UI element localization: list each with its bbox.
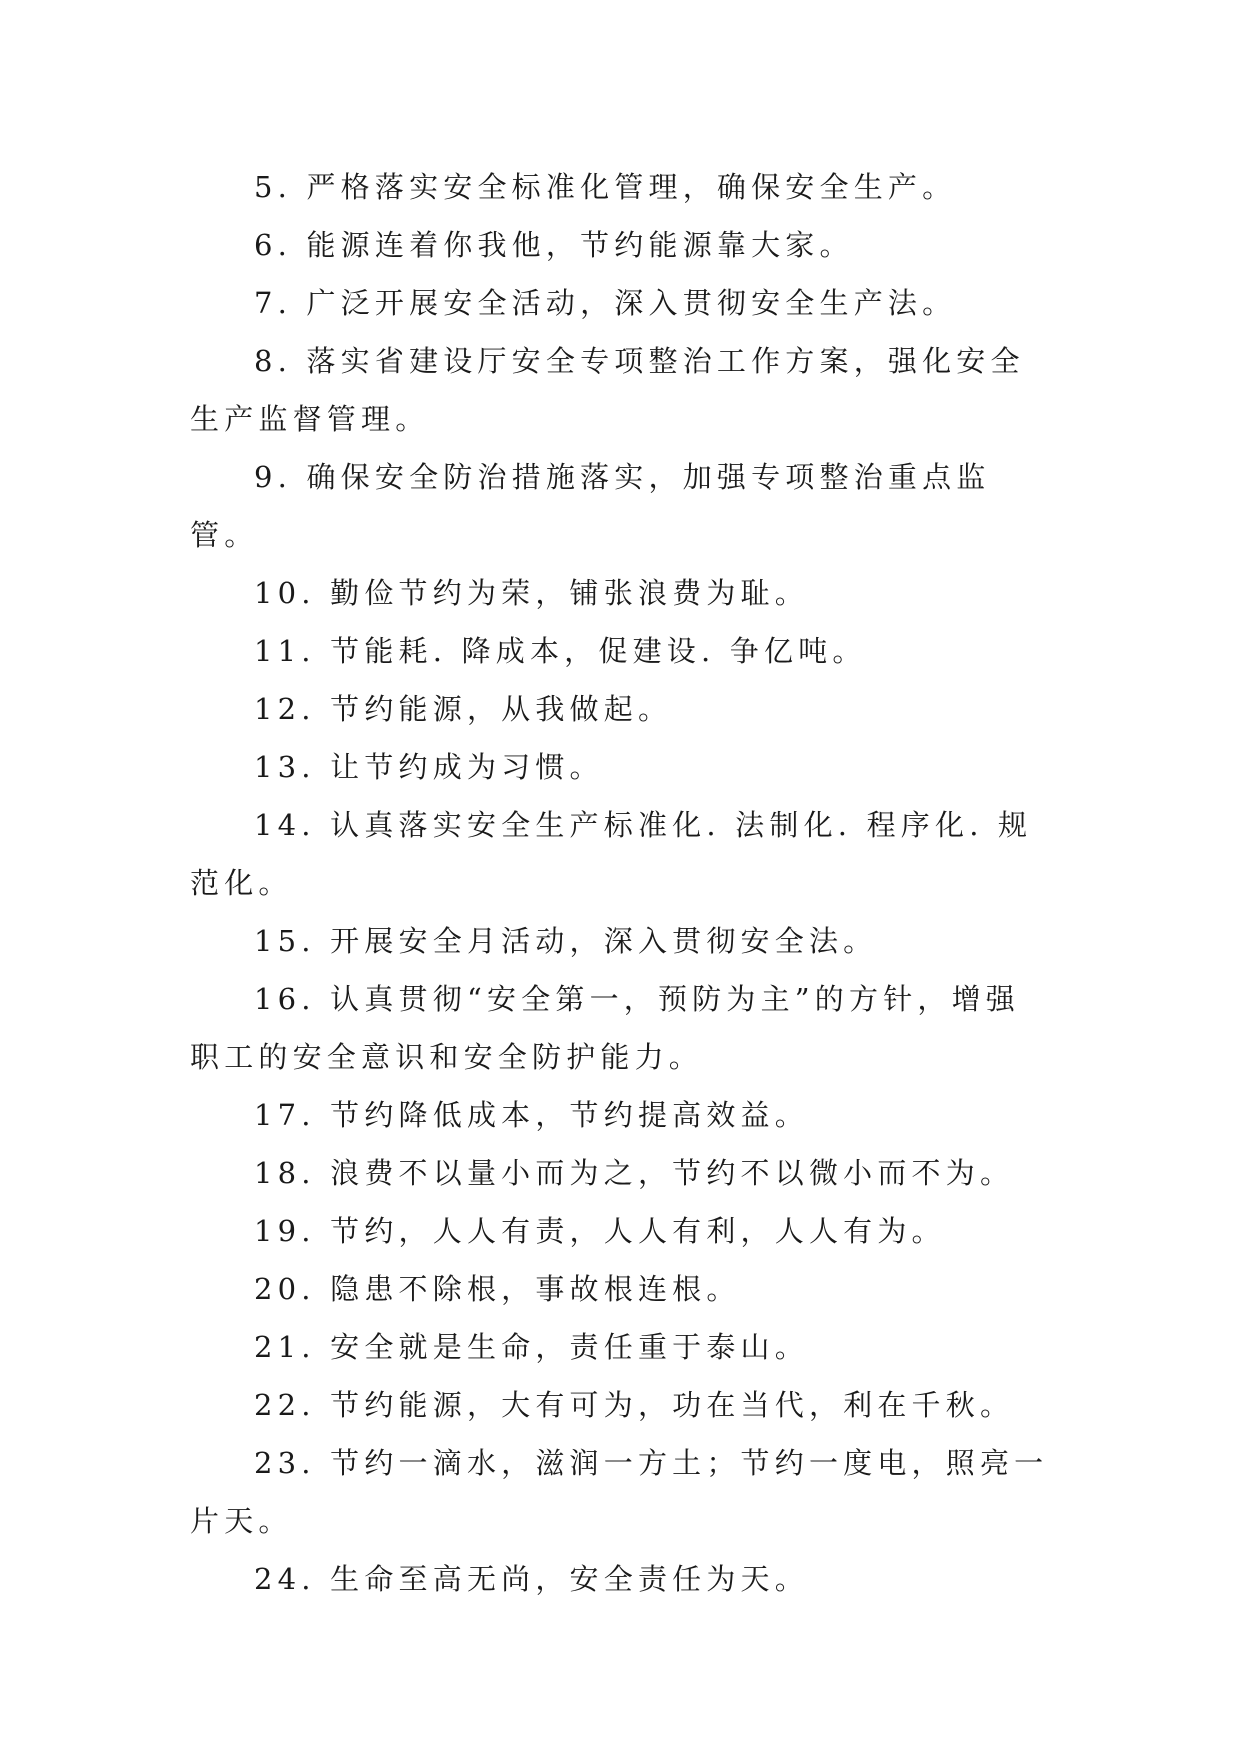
list-item: 9. 确保安全防治措施落实，加强专项整治重点监管。 (190, 460, 991, 552)
list-item: 6. 能源连着你我他，节约能源靠大家。 (254, 228, 854, 262)
list-item: 7. 广泛开展安全活动，深入贯彻安全生产法。 (254, 286, 957, 320)
list-item: 18. 浪费不以量小而为之，节约不以微小而不为。 (254, 1156, 1015, 1190)
list-item: 21. 安全就是生命，责任重于泰山。 (254, 1330, 809, 1364)
list-item: 5. 严格落实安全标准化管理，确保安全生产。 (254, 170, 957, 204)
list-item: 20. 隐患不除根，事故根连根。 (254, 1272, 741, 1306)
list-item: 14. 认真落实安全生产标准化. 法制化. 程序化. 规范化。 (190, 808, 1033, 900)
list-item: 15. 开展安全月活动，深入贯彻安全法。 (254, 924, 878, 958)
list-item: 12. 节约能源，从我做起。 (254, 692, 673, 726)
list-item: 8. 落实省建设厅安全专项整治工作方案，强化安全生产监督管理。 (190, 344, 1025, 436)
list-item: 24. 生命至高无尚，安全责任为天。 (254, 1562, 809, 1596)
slogan-list (190, 158, 1050, 1608)
list-item: 10. 勤俭节约为荣，铺张浪费为耻。 (254, 576, 809, 610)
list-item: 16. 认真贯彻“安全第一，预防为主”的方针，增强职工的安全意识和安全防护能力。 (190, 982, 1020, 1074)
list-item: 23. 节约一滴水，滋润一方土；节约一度电，照亮一片天。 (190, 1446, 1049, 1538)
list-item: 19. 节约，人人有责，人人有利，人人有为。 (254, 1214, 946, 1248)
list-item: 22. 节约能源，大有可为，功在当代，利在千秋。 (254, 1388, 1015, 1422)
list-item: 13. 让节约成为习惯。 (254, 750, 604, 784)
list-item: 17. 节约降低成本，节约提高效益。 (254, 1098, 809, 1132)
list-item: 11. 节能耗. 降成本，促建设. 争亿吨。 (254, 634, 867, 668)
